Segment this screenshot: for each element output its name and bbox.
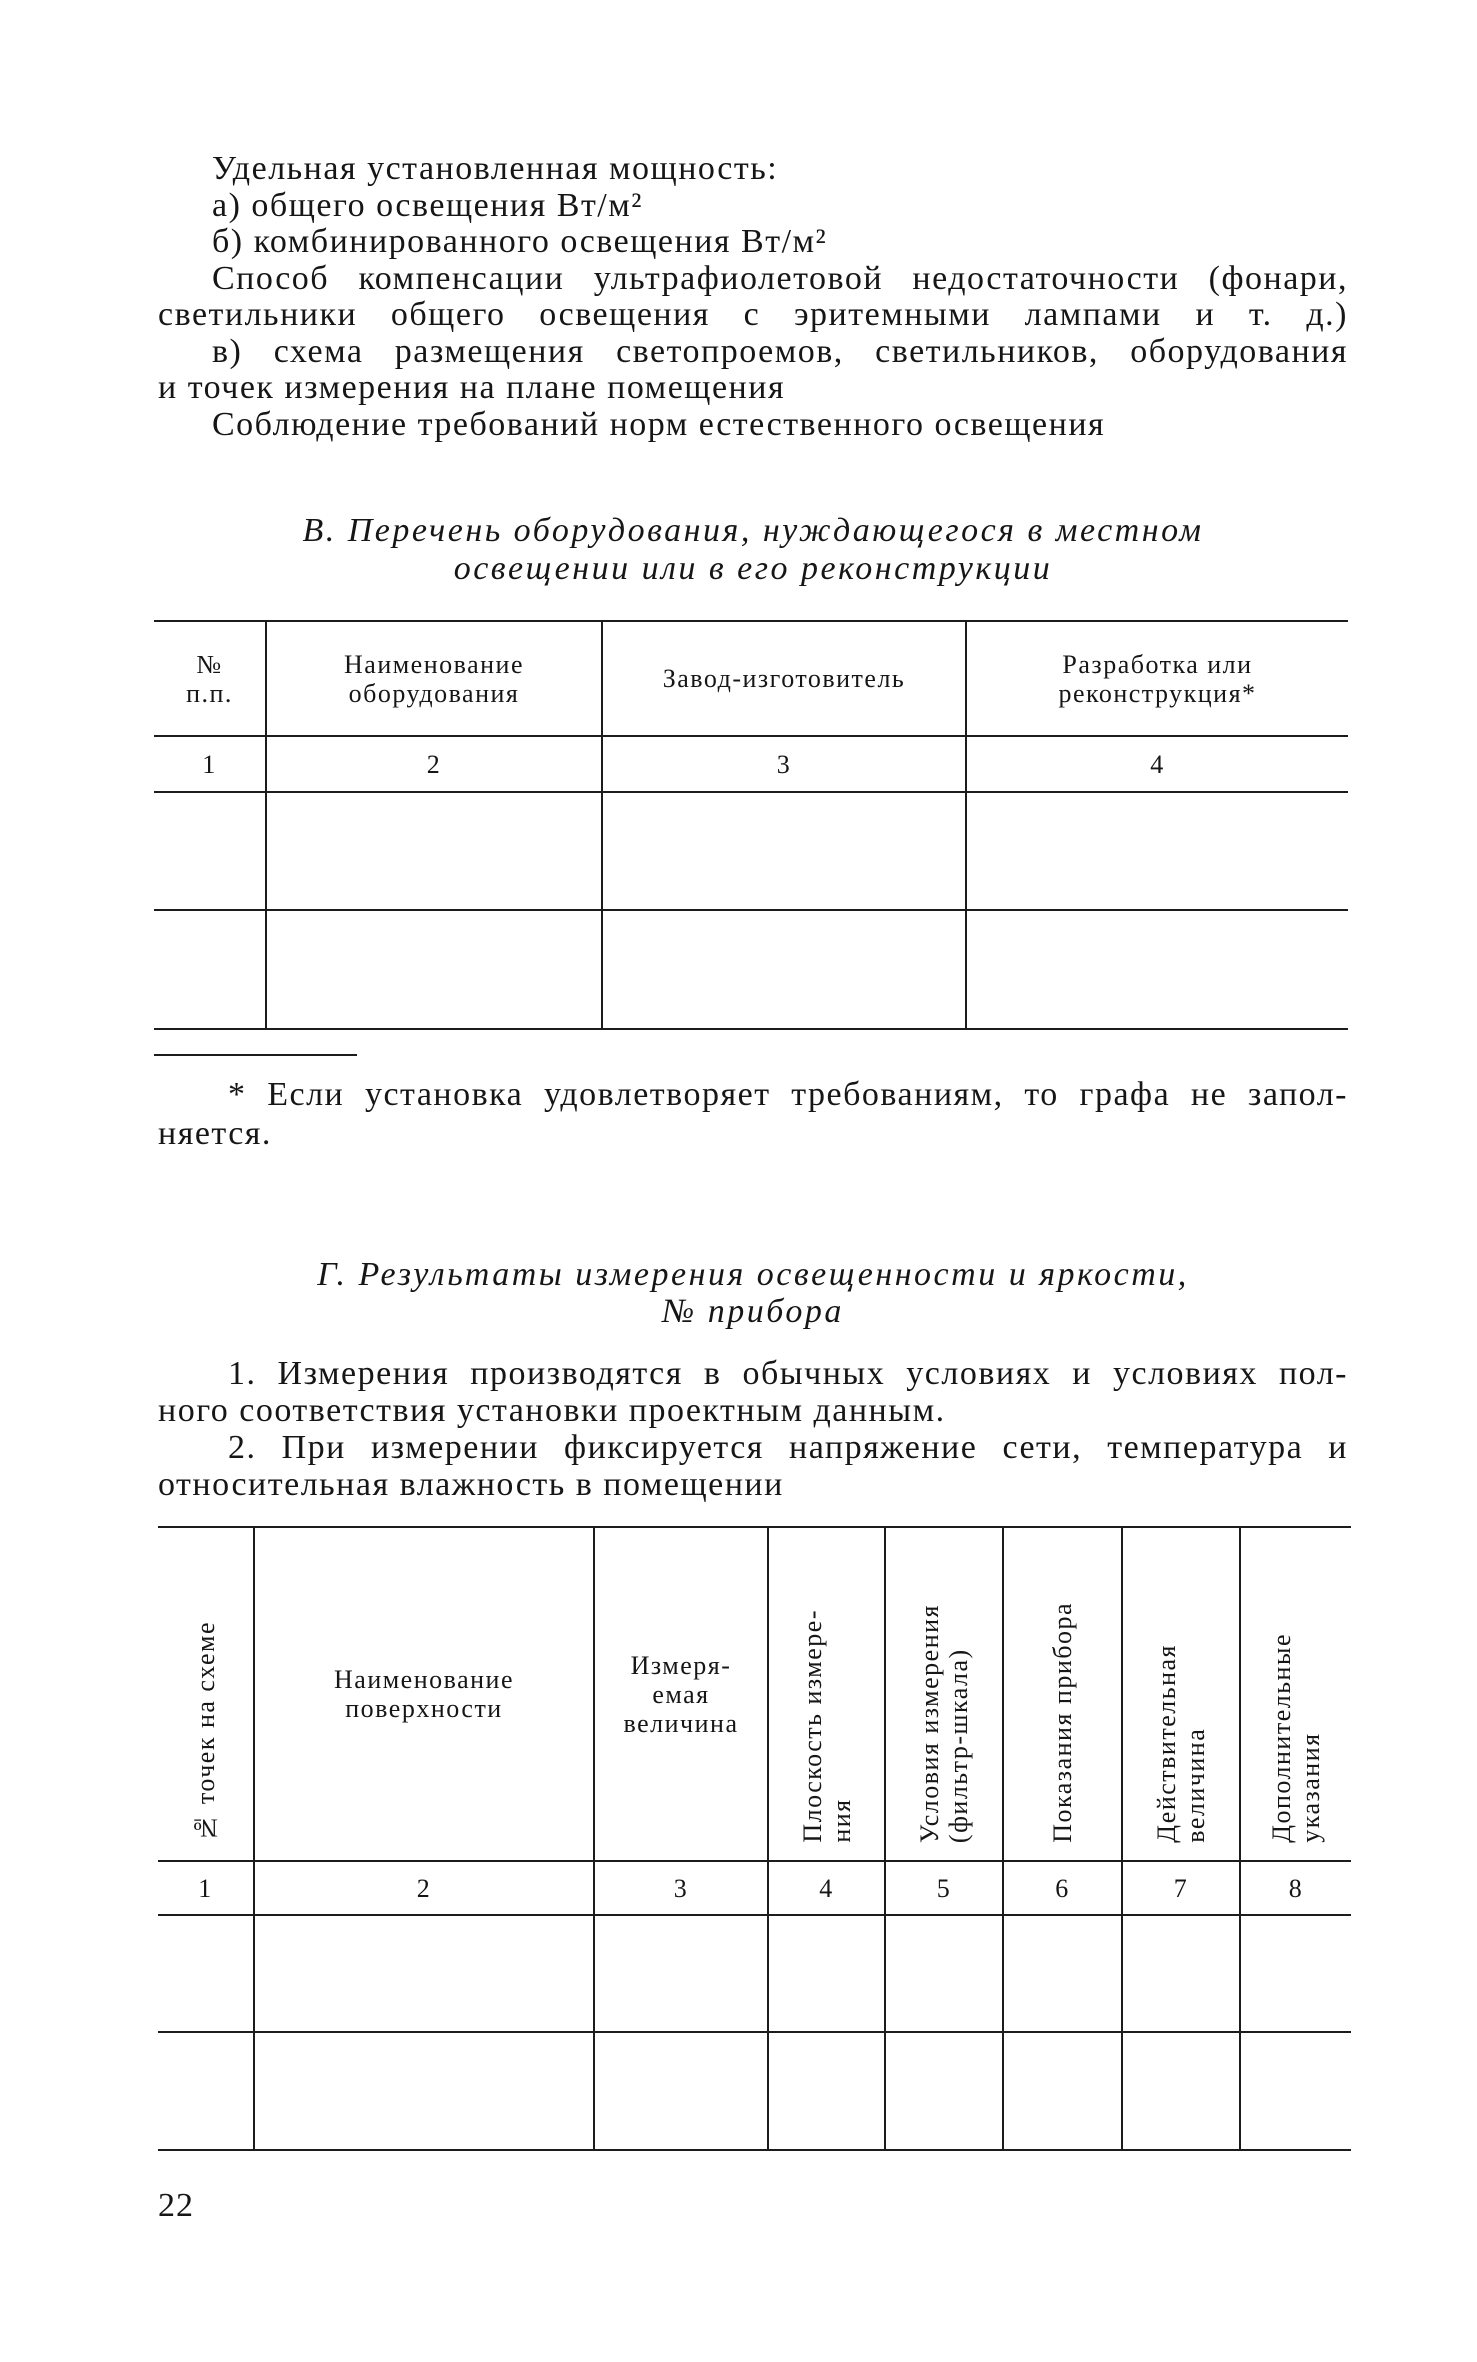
table-cell <box>154 792 266 910</box>
rotated-label <box>915 1604 973 1843</box>
rotated-label-wrap <box>1004 1529 1121 1859</box>
header-label-line: Плоскость измере- <box>797 1609 827 1843</box>
column-number: 6 <box>1003 1861 1122 1915</box>
table-cell <box>768 2032 885 2150</box>
header-surface-name <box>254 1527 594 1861</box>
header-point-number <box>158 1527 254 1861</box>
table-cell <box>1122 2032 1240 2150</box>
rotated-label-wrap <box>769 1529 884 1859</box>
header-label-line: Действительная <box>1152 1644 1181 1843</box>
table-cell <box>885 2032 1003 2150</box>
table-header-row <box>154 621 1348 736</box>
table-cell <box>594 1915 768 2032</box>
uv-compensation-line-1: Способ компенсации ультрафиолетовой недостаточности (фонари, <box>212 259 1348 297</box>
section-g-title-line-1: Г. Результаты измерения освещенности и яркости, <box>317 1256 1189 1293</box>
rotated-label <box>1152 1644 1210 1843</box>
header-label-line: № точек на схеме <box>191 1621 220 1843</box>
header-label-line: (фильтр-шкала) <box>944 1648 973 1843</box>
header-label-line: Разработка или <box>1062 649 1253 679</box>
table-cell <box>966 792 1348 910</box>
general-lighting-line: а) общего освещения Вт/м² <box>212 186 643 224</box>
header-label-line: Завод-изготовитель <box>662 664 906 693</box>
footnote-line-1: * Если установка удовлетворяет требованиям, то графа не запол- <box>228 1076 1348 1113</box>
rotated-label <box>1267 1633 1325 1843</box>
table-cell <box>254 1915 594 2032</box>
footnote-line-2: няется. <box>158 1115 272 1152</box>
measurement-table <box>158 1526 1351 2151</box>
rotated-label-wrap <box>158 1529 253 1859</box>
section-v-title-line-2: освещении или в его реконструкции <box>453 550 1053 587</box>
column-number: 1 <box>158 1861 254 1915</box>
header-label-line: ния <box>826 1798 856 1843</box>
section-g-title-line-2: № прибора <box>662 1293 844 1330</box>
header-measurement-conditions <box>885 1527 1003 1861</box>
table-cell <box>594 2032 768 2150</box>
header-label-line: поверхности <box>345 1694 503 1723</box>
column-number: 3 <box>602 736 966 792</box>
header-label-line: величина <box>1181 1728 1210 1843</box>
table-cell <box>266 910 602 1029</box>
column-number: 8 <box>1240 1861 1351 1915</box>
header-measured-quantity <box>594 1527 768 1861</box>
page-number: 22 <box>158 2187 194 2224</box>
table-cell <box>1122 1915 1240 2032</box>
table-header-row <box>158 1527 1351 1861</box>
header-label-line: емая <box>652 1679 710 1709</box>
header-measurement-plane <box>768 1527 885 1861</box>
column-number-row <box>154 736 1348 792</box>
table-cell <box>966 910 1348 1029</box>
table-row <box>158 1915 1351 2032</box>
column-number: 7 <box>1122 1861 1240 1915</box>
uv-compensation-line-2: светильники общего освещения с эритемными лампами и т. д.) <box>158 296 1348 333</box>
layout-scheme-line-2: и точек измерения на плане помещения <box>158 369 786 406</box>
rotated-label-wrap <box>1241 1529 1351 1859</box>
column-number: 2 <box>266 736 602 792</box>
header-label-line: Наименование <box>344 649 524 679</box>
table-cell <box>1003 2032 1122 2150</box>
rotated-label <box>191 1621 220 1843</box>
table-cell <box>602 910 966 1029</box>
header-label-line: п.п. <box>186 678 233 708</box>
header-actual-value <box>1122 1527 1240 1861</box>
column-number: 5 <box>885 1861 1003 1915</box>
table-cell <box>1240 2032 1351 2150</box>
header-additional-notes <box>1240 1527 1351 1861</box>
table-cell <box>768 1915 885 2032</box>
table-row <box>154 910 1348 1029</box>
note-2-line-2: относительная влажность в помещении <box>158 1466 784 1503</box>
table-row <box>154 792 1348 910</box>
equipment-table <box>154 620 1348 1030</box>
header-label-line: Наименование <box>334 1665 514 1694</box>
column-number: 4 <box>768 1861 885 1915</box>
note-1-line-2: ного соответствия установки проектным данным. <box>158 1392 946 1429</box>
header-label-line: оборудования <box>348 678 520 708</box>
combined-lighting-line: б) комбинированного освещения Вт/м² <box>212 223 828 260</box>
natural-lighting-line: Соблюдение требований норм естественного освещения <box>212 405 1106 443</box>
header-label-line: Показания прибора <box>1048 1602 1077 1843</box>
header-label-line: величина <box>623 1708 739 1738</box>
table-cell <box>154 910 266 1029</box>
section-v-title-line-1: В. Перечень оборудования, нуждающегося в местном <box>302 512 1204 549</box>
header-label-line: Дополнительные <box>1267 1633 1296 1843</box>
table-cell <box>885 1915 1003 2032</box>
header-label-line: Измеря- <box>630 1650 732 1680</box>
rotated-label <box>798 1609 856 1843</box>
header-label-line: реконструкция* <box>1058 678 1257 708</box>
column-number: 2 <box>254 1861 594 1915</box>
column-number: 3 <box>594 1861 768 1915</box>
table-cell <box>158 2032 254 2150</box>
header-item-number <box>154 621 266 736</box>
table-row <box>158 2032 1351 2150</box>
table-cell <box>266 792 602 910</box>
table-cell <box>602 792 966 910</box>
note-2-line-1: 2. При измерении фиксируется напряжение сети, температура и <box>228 1429 1348 1466</box>
header-label-line: Условия измерения <box>915 1603 944 1843</box>
rotated-label-wrap <box>886 1529 1002 1859</box>
table-cell <box>254 2032 594 2150</box>
column-number: 1 <box>154 736 266 792</box>
table-cell <box>158 1915 254 2032</box>
table-cell <box>1240 1915 1351 2032</box>
rotated-label-wrap <box>1123 1529 1239 1859</box>
installed-power-label: Удельная установленная мощность: <box>212 150 779 187</box>
header-manufacturer <box>602 621 966 736</box>
header-instrument-readings <box>1003 1527 1122 1861</box>
header-label-line: № <box>196 649 223 679</box>
layout-scheme-line-1: в) схема размещения светопроемов, светильников, оборудования <box>212 332 1348 370</box>
header-development <box>966 621 1348 736</box>
table-cell <box>1003 1915 1122 2032</box>
footnote-rule <box>154 1054 357 1056</box>
header-label-line: указания <box>1296 1732 1325 1843</box>
note-1-line-1: 1. Измерения производятся в обычных условиях и условиях пол- <box>228 1355 1348 1392</box>
column-number-row <box>158 1861 1351 1915</box>
header-equipment-name <box>266 621 602 736</box>
rotated-label <box>1048 1602 1077 1843</box>
column-number: 4 <box>966 736 1348 792</box>
